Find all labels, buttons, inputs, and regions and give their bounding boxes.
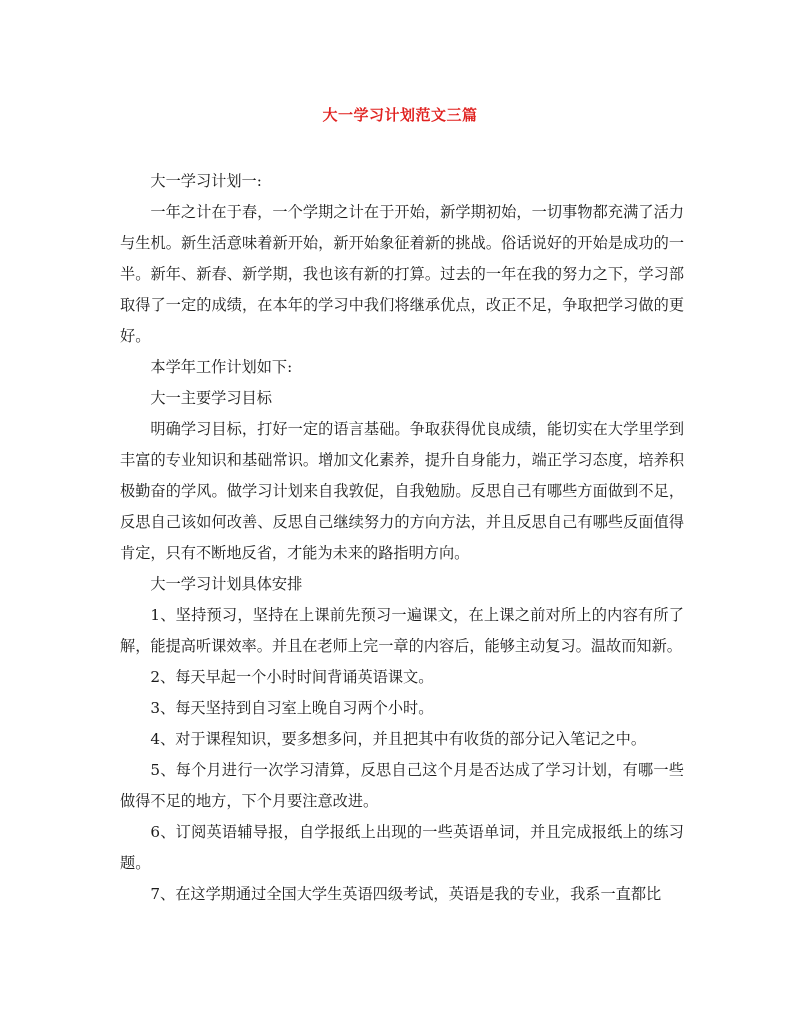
list-item-7: 7、在这学期通过全国大学生英语四级考试，英语是我的专业，我系一直都比 <box>150 885 662 903</box>
paragraph-arrangement-heading: 大一学习计划具体安排 <box>150 575 303 593</box>
list-item-4: 4、对于课程知识，要多想多问，并且把其中有收货的部分记入笔记之中。 <box>150 730 647 748</box>
list-item-5: 5、每个月进行一次学习清算，反思自己这个月是否达成了学习计划，有哪一些做得不足的地方，下个月要注意改进。 <box>120 761 684 810</box>
paragraph-goal-body: 明确学习目标，打好一定的语言基础。争取获得优良成绩，能切实在大学里学到丰富的专业知识和基础常识。增加文化素养，提升自身能力，端正学习态度，培养积极勤奋的学风。做学习计划来自我敦促，自我勉励。反思自己有哪些方面做到不足，反思自己该如何改善、反思自己继续努力的方向方法，并且反思自己有哪些反面值得肯定，只有不断地反省，才能为未来的路指明方向。 <box>120 420 684 562</box>
paragraph-plan-heading: 大一学习计划一: <box>150 172 262 190</box>
paragraph-intro: 一年之计在于春，一个学期之计在于开始，新学期初始，一切事物都充满了活力与生机。新生活意味着新开始，新开始象征着新的挑战。俗话说好的开始是成功的一半。新年、新春、新学期，我也该有新的打算。过去的一年在我的努力之下，学习部取得了一定的成绩，在本年的学习中我们将继承优点，改正不足，争取把学习做的更好。 <box>120 203 684 345</box>
list-item-2: 2、每天早起一个小时时间背诵英语课文。 <box>150 668 434 686</box>
list-item-3: 3、每天坚持到自习室上晚自习两个小时。 <box>150 699 434 717</box>
document-body <box>120 166 684 910</box>
list-item-6: 6、订阅英语辅导报，自学报纸上出现的一些英语单词，并且完成报纸上的练习题。 <box>120 823 684 872</box>
paragraph-plan-intro: 本学年工作计划如下: <box>150 358 293 376</box>
document-title: 大一学习计划范文三篇 <box>322 106 478 124</box>
paragraph-goal-heading: 大一主要学习目标 <box>150 389 272 407</box>
list-item-1: 1、坚持预习，坚持在上课前先预习一遍课文，在上课之前对所上的内容有所了解，能提高听课效率。并且在老师上完一章的内容后，能够主动复习。温故而知新。 <box>120 606 684 655</box>
